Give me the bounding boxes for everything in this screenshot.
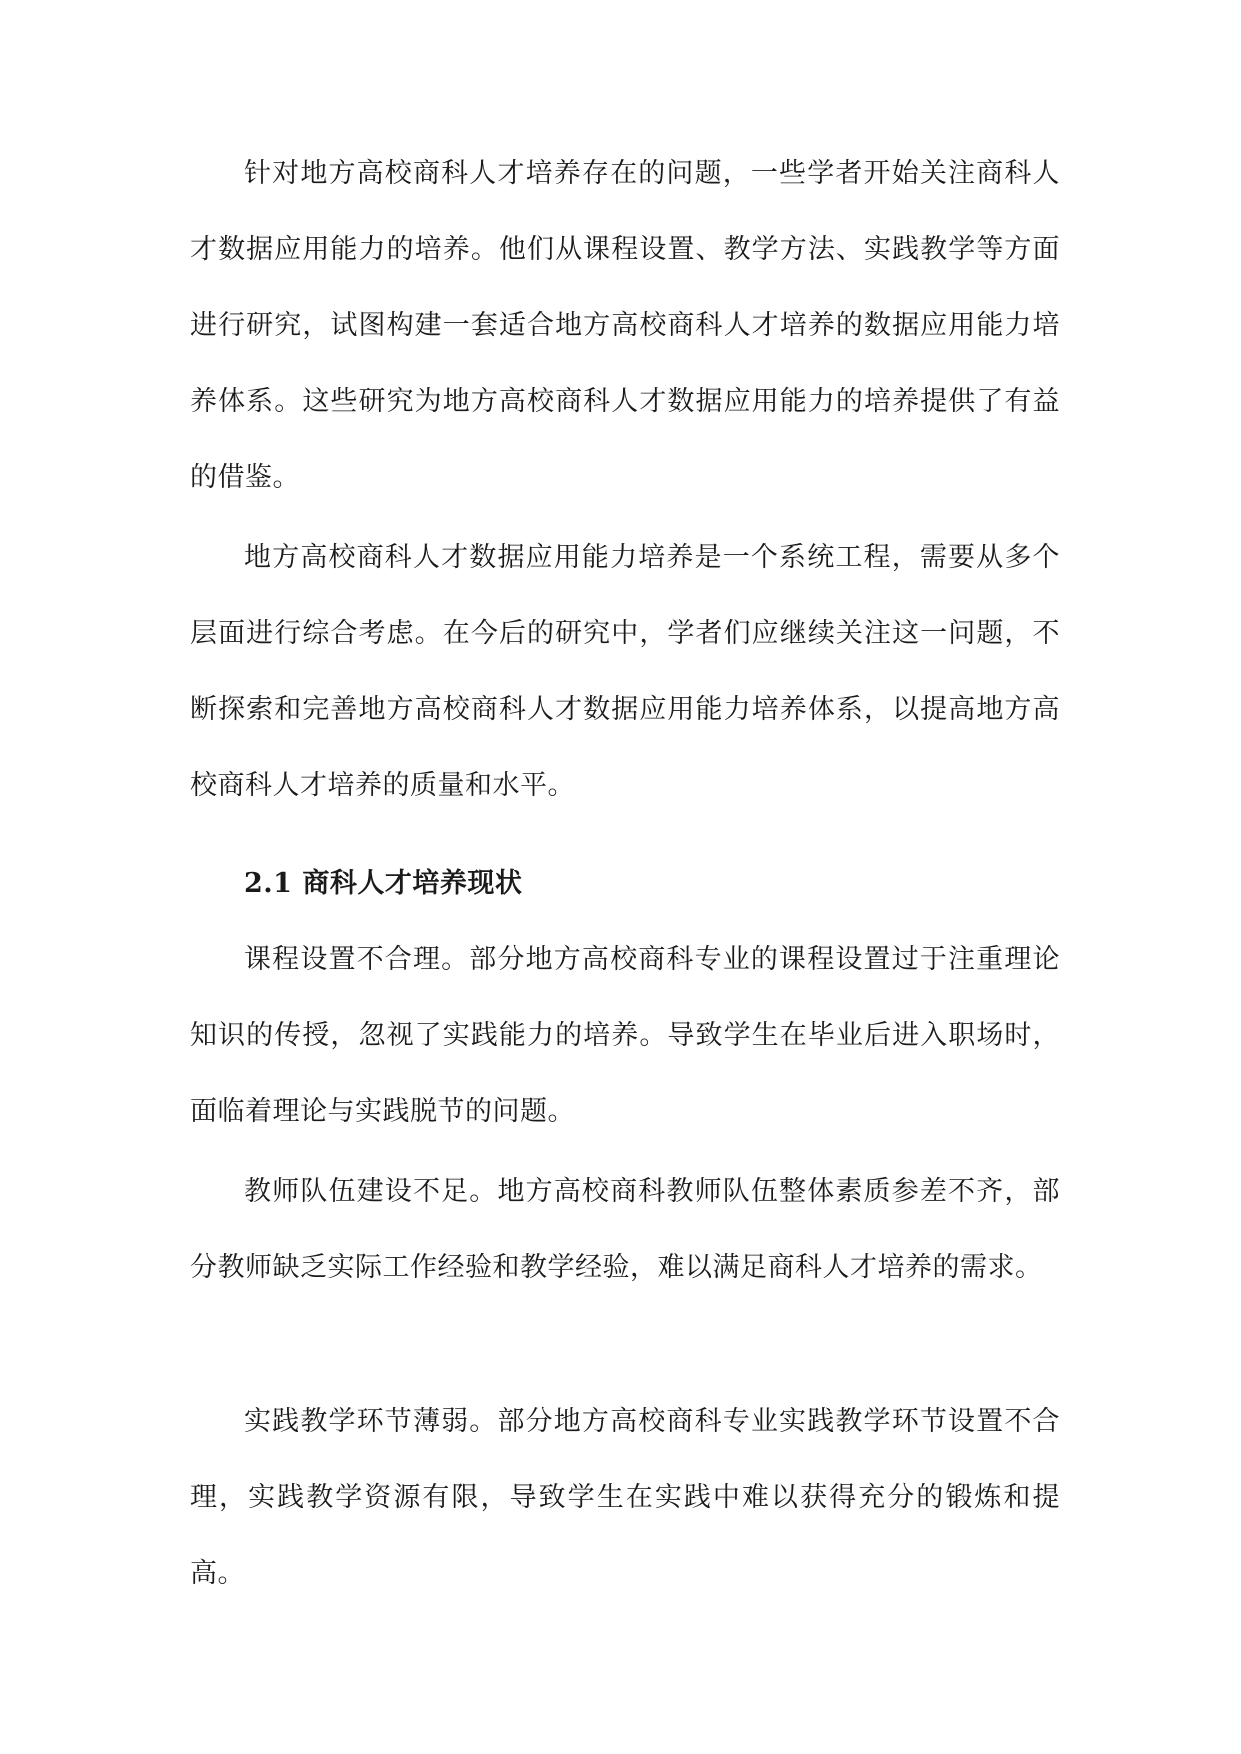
section-heading: 2.1 商科人才培养现状 [244, 868, 523, 899]
paragraph-text: 实践教学环节薄弱。部分地方高校商科专业实践教学环节设置不合理，实践教学资源有限，导致学生在实践中难以获得充分的锻炼和提高。 [190, 1406, 1060, 1589]
paragraph-text: 针对地方高校商科人才培养存在的问题，一些学者开始关注商科人才数据应用能力的培养。他们从课程设置、教学方法、实践教学等方面进行研究，试图构建一套适合地方高校商科人才培养的数据应用能力培养体系。这些研究为地方高校商科人才数据应用能力的培养提供了有益的借鉴。 [190, 158, 1060, 493]
paragraph-practice-teaching [190, 1384, 1060, 1612]
paragraph-text: 课程设置不合理。部分地方高校商科专业的课程设置过于注重理论知识的传授，忽视了实践能力的培养。导致学生在毕业后进入职场时，面临着理论与实践脱节的问题。 [190, 944, 1060, 1127]
paragraph-systematic-project [190, 520, 1060, 824]
paragraph-text: 教师队伍建设不足。地方高校商科教师队伍整体素质参差不齐，部分教师缺乏实际工作经验和教学经验，难以满足商科人才培养的需求。 [190, 1176, 1060, 1283]
paragraph-research-focus [190, 136, 1060, 516]
paragraph-curriculum [190, 922, 1060, 1150]
paragraph-text: 地方高校商科人才数据应用能力培养是一个系统工程，需要从多个层面进行综合考虑。在今后的研究中，学者们应继续关注这一问题，不断探索和完善地方高校商科人才数据应用能力培养体系，以提高地方高校商科人才培养的质量和水平。 [190, 542, 1060, 801]
paragraph-teaching-staff [190, 1154, 1060, 1306]
section-heading-block [190, 846, 1060, 922]
